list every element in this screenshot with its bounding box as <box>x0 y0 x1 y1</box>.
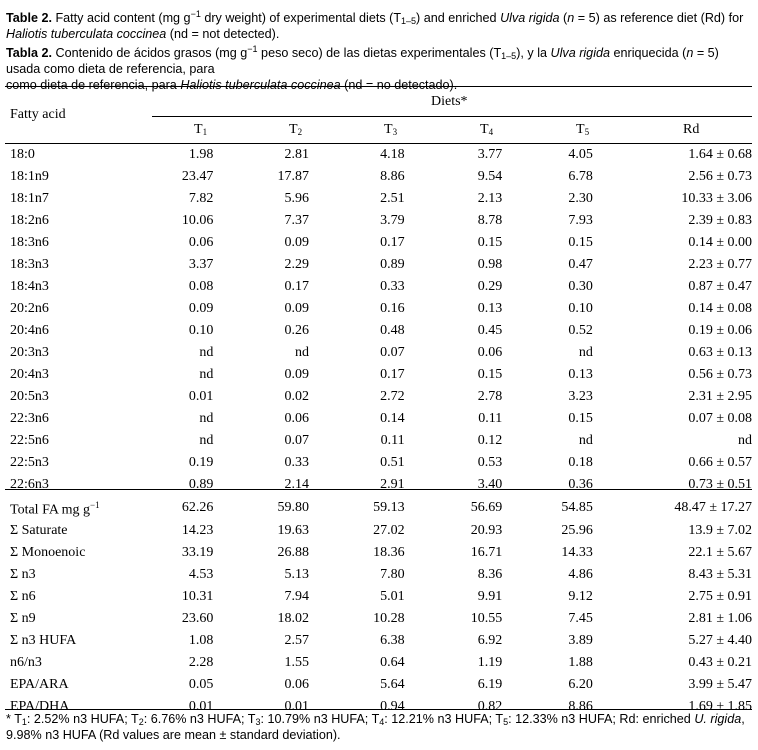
table-row <box>5 166 752 188</box>
cell-value: 17.87 <box>277 169 309 184</box>
fatty-acid-name: 20:5n3 <box>10 389 49 404</box>
cell-value: 2.56 ± 0.73 <box>688 169 752 184</box>
cell-value: 0.51 <box>380 455 405 470</box>
fatty-acid-name: 20:2n6 <box>10 301 49 316</box>
cell-value: 2.78 <box>477 389 503 404</box>
footnote-text: : 2.52% n3 HUFA; <box>26 712 131 726</box>
cell-value: 56.69 <box>470 500 503 515</box>
cell-value: 18.36 <box>373 545 405 560</box>
cell-value: 6.92 <box>477 633 503 648</box>
col-header-t2: $T_2$ <box>289 122 303 137</box>
species-name: Haliotis tuberculata coccinea <box>6 27 167 42</box>
cell-value: 0.14 ± 0.08 <box>688 301 752 316</box>
table-row <box>5 452 752 474</box>
table-row <box>5 408 752 430</box>
fatty-acid-name: 22:5n6 <box>10 433 49 448</box>
table-row <box>5 232 752 254</box>
cell-value: 22.1 ± 5.67 <box>688 545 752 560</box>
footnote-diet: T <box>130 712 139 726</box>
cell-value: 2.13 <box>477 191 503 206</box>
fatty-acid-name: 20:4n6 <box>10 323 49 338</box>
caption-text: (nd = no detectado). <box>340 78 458 93</box>
cell-value: 0.19 ± 0.06 <box>688 323 752 338</box>
species-name: Ulva rigida <box>500 11 560 26</box>
cell-value: 0.45 <box>477 323 503 338</box>
cell-value: 0.08 <box>188 279 214 294</box>
cell-value: 1.98 <box>188 147 214 162</box>
cell-value: 14.33 <box>561 545 593 560</box>
cell-value: 2.57 <box>284 633 309 648</box>
cell-value: 0.07 <box>380 345 405 360</box>
cell-value: 0.36 <box>568 477 593 492</box>
diets-header: Diets* <box>431 94 468 109</box>
cell-value: 4.05 <box>568 147 593 162</box>
table-row <box>5 210 752 232</box>
cell-value: 0.01 <box>188 699 214 714</box>
col-header-t3: $T_3$ <box>384 122 398 137</box>
cell-value: 2.75 ± 0.91 <box>688 589 752 604</box>
fatty-acid-name: Total FA mg $g^{-1}$ <box>10 500 100 518</box>
cell-value: 6.19 <box>477 677 503 692</box>
fatty-acid-name: Σ n3 HUFA <box>10 633 77 648</box>
cell-value: 2.31 ± 2.95 <box>688 389 752 404</box>
caption-text: ) and enriched <box>416 11 501 26</box>
cell-value: nd <box>738 433 752 448</box>
table-row <box>5 496 752 520</box>
caption-text: Contenido de ácidos grasos (mg g <box>51 46 248 61</box>
cell-value: 23.47 <box>181 169 214 184</box>
cell-value: 0.56 ± 0.73 <box>688 367 752 382</box>
cell-value: 0.19 <box>188 455 214 470</box>
cell-value: 59.13 <box>373 500 405 515</box>
cell-value: 7.45 <box>568 611 593 626</box>
cell-value: 19.63 <box>277 523 309 538</box>
cell-value: 0.07 <box>284 433 309 448</box>
cell-value: 5.27 ± 4.40 <box>688 633 752 648</box>
cell-value: 59.80 <box>277 500 309 515</box>
caption-text: (nd = not detected). <box>166 27 280 42</box>
cell-value: 16.71 <box>470 545 503 560</box>
cell-value: 2.72 <box>380 389 405 404</box>
table-row <box>5 364 752 386</box>
diets-underline <box>152 116 752 117</box>
caption-text: ), y la <box>516 46 551 61</box>
cell-value: 8.86 <box>380 169 405 184</box>
cell-value: nd <box>199 367 214 382</box>
cell-value: 0.47 <box>568 257 593 272</box>
fatty-acid-name: 20:4n3 <box>10 367 49 382</box>
cell-value: 9.91 <box>477 589 503 604</box>
cell-value: 0.30 <box>568 279 593 294</box>
cell-value: 0.64 <box>380 655 405 670</box>
subscript: 2 <box>138 717 144 727</box>
bottom-rule <box>5 709 752 710</box>
cell-value: 7.93 <box>568 213 593 228</box>
cell-value: 7.37 <box>284 213 309 228</box>
cell-value: 0.89 <box>188 477 214 492</box>
cell-value: 6.38 <box>380 633 405 648</box>
cell-value: 8.36 <box>477 567 503 582</box>
fatty-acid-name: 18:0 <box>10 147 35 162</box>
cell-value: nd <box>578 433 593 448</box>
fatty-acid-name: 22:5n3 <box>10 455 49 470</box>
table-row <box>5 520 752 542</box>
cell-value: 0.15 <box>477 235 503 250</box>
cell-value: 7.82 <box>188 191 214 206</box>
cell-value: 62.26 <box>181 500 214 515</box>
species-name: Ulva rigida <box>550 46 610 61</box>
footnote-text: : 12.21% n3 HUFA; <box>384 712 496 726</box>
species-name: Haliotis tuberculata coccinea <box>180 78 341 93</box>
col-header-t5: $T_5$ <box>576 122 590 137</box>
cell-value: 0.17 <box>380 367 405 382</box>
cell-value: 20.93 <box>470 523 503 538</box>
table-row <box>5 542 752 564</box>
top-rule <box>5 86 752 87</box>
cell-value: 0.01 <box>188 389 214 404</box>
cell-value: 0.17 <box>284 279 309 294</box>
table-row <box>5 144 752 166</box>
cell-value: 0.09 <box>284 301 309 316</box>
subscript: 5 <box>503 717 509 727</box>
cell-value: nd <box>199 411 214 426</box>
footnote-text: : 10.79% n3 HUFA; <box>260 712 372 726</box>
cell-value: 0.01 <box>284 699 309 714</box>
n-variable: n <box>567 11 575 26</box>
cell-value: 0.43 ± 0.21 <box>688 655 752 670</box>
cell-value: 0.26 <box>284 323 309 338</box>
cell-value: 10.28 <box>373 611 405 626</box>
cell-value: 0.17 <box>380 235 405 250</box>
cell-value: 7.80 <box>380 567 405 582</box>
footnote-text: : 6.76% n3 HUFA; <box>143 712 248 726</box>
cell-value: 2.81 <box>284 147 309 162</box>
cell-value: 0.98 <box>477 257 503 272</box>
caption-text: = 5) as reference diet (Rd) for <box>574 11 744 26</box>
cell-value: 0.48 <box>380 323 405 338</box>
cell-value: 1.55 <box>284 655 309 670</box>
cell-value: 0.02 <box>284 389 309 404</box>
fatty-acid-name: 22:6n3 <box>10 477 49 492</box>
cell-value: 26.88 <box>277 545 309 560</box>
cell-value: 1.08 <box>188 633 214 648</box>
cell-value: 0.15 <box>568 411 593 426</box>
cell-value: 2.29 <box>284 257 309 272</box>
subscript: 1–5 <box>401 16 417 27</box>
cell-value: 0.14 <box>380 411 405 426</box>
cell-value: 8.86 <box>568 699 593 714</box>
section-rule <box>5 489 752 490</box>
cell-value: 10.31 <box>181 589 214 604</box>
cell-value: 6.78 <box>568 169 593 184</box>
cell-value: nd <box>199 345 214 360</box>
cell-value: 2.23 ± 0.77 <box>688 257 752 272</box>
cell-value: 0.29 <box>477 279 503 294</box>
cell-value: 8.43 ± 5.31 <box>688 567 752 582</box>
col-header-t4: $T_4$ <box>480 122 494 137</box>
col-header-rd: Rd <box>683 122 700 137</box>
caption-label: Tabla 2. <box>6 46 52 61</box>
cell-value: 2.14 <box>284 477 309 492</box>
cell-value: 10.06 <box>181 213 214 228</box>
cell-value: 1.88 <box>568 655 593 670</box>
cell-value: 0.13 <box>568 367 593 382</box>
fatty-acid-name: Σ n6 <box>10 589 36 604</box>
cell-value: 0.11 <box>380 433 405 448</box>
cell-value: 0.07 ± 0.08 <box>688 411 752 426</box>
cell-value: nd <box>295 345 309 360</box>
fatty-acid-name: 18:3n6 <box>10 235 49 250</box>
cell-value: 3.77 <box>477 147 503 162</box>
cell-value: 2.30 <box>568 191 593 206</box>
table-row <box>5 254 752 276</box>
cell-value: 3.79 <box>380 213 405 228</box>
table-row <box>5 586 752 608</box>
table-row <box>5 188 752 210</box>
fatty-acid-name: 18:3n3 <box>10 257 49 272</box>
cell-value: 0.13 <box>477 301 503 316</box>
cell-value: 2.39 ± 0.83 <box>688 213 752 228</box>
species-name: U. rigida <box>694 712 742 726</box>
fatty-acid-name: n6/n3 <box>10 655 42 670</box>
table-row <box>5 564 752 586</box>
cell-value: 3.40 <box>477 477 503 492</box>
cell-value: 4.18 <box>380 147 405 162</box>
cell-value: 27.02 <box>373 523 405 538</box>
col-header-t1: $T_1$ <box>194 122 208 137</box>
footnote <box>6 711 752 743</box>
subscript: 3 <box>255 717 261 727</box>
superscript: −1 <box>247 44 258 54</box>
cell-value: 0.33 <box>380 279 405 294</box>
caption-english <box>6 6 752 42</box>
cell-value: 2.51 <box>380 191 405 206</box>
cell-value: 0.14 ± 0.00 <box>688 235 752 250</box>
cell-value: 0.12 <box>477 433 503 448</box>
cell-value: 0.66 ± 0.57 <box>688 455 752 470</box>
cell-value: 0.05 <box>188 677 214 692</box>
cell-value: 9.54 <box>477 169 503 184</box>
fatty-acid-name: Σ n3 <box>10 567 36 582</box>
footnote-items <box>14 712 619 726</box>
cell-value: 0.06 <box>284 677 309 692</box>
caption-text: enriquecida ( <box>610 46 687 61</box>
fatty-acid-name: Σ Saturate <box>10 523 68 538</box>
table-row <box>5 652 752 674</box>
cell-value: 0.16 <box>380 301 405 316</box>
cell-value: 7.94 <box>284 589 309 604</box>
subscript: 1 <box>21 717 27 727</box>
cell-value: 9.12 <box>568 589 593 604</box>
cell-value: 2.28 <box>188 655 214 670</box>
cell-value: 10.55 <box>470 611 503 626</box>
caption-label: Table 2. <box>6 11 52 26</box>
cell-value: 48.47 ± 17.27 <box>674 500 752 515</box>
cell-value: 5.96 <box>284 191 309 206</box>
cell-value: 3.23 <box>568 389 593 404</box>
cell-value: 0.94 <box>380 699 405 714</box>
n-variable: n <box>686 46 694 61</box>
cell-value: 0.06 <box>188 235 214 250</box>
table-row <box>5 430 752 452</box>
footnote-diet: T <box>495 712 504 726</box>
caption-text: dry weight) of experimental diets (T <box>200 11 402 26</box>
cell-value: 6.20 <box>568 677 593 692</box>
cell-value: 33.19 <box>181 545 214 560</box>
footnote-rd: Rd: enriched <box>619 712 695 726</box>
cell-value: 3.89 <box>568 633 593 648</box>
cell-value: 0.06 <box>284 411 309 426</box>
superscript: −1 <box>190 9 201 19</box>
cell-value: 0.63 ± 0.13 <box>688 345 752 360</box>
fatty-acid-name: EPA/ARA <box>10 677 69 692</box>
fatty-acid-name: Σ Monoenoic <box>10 545 86 560</box>
cell-value: 5.01 <box>380 589 405 604</box>
table-row <box>5 320 752 342</box>
table-row <box>5 474 752 496</box>
cell-value: 4.86 <box>568 567 593 582</box>
cell-value: 1.64 ± 0.68 <box>688 147 752 162</box>
table-row <box>5 674 752 696</box>
fatty-acid-name: 18:1n7 <box>10 191 49 206</box>
table-row <box>5 630 752 652</box>
cell-value: 54.85 <box>561 500 593 515</box>
cell-value: 0.53 <box>477 455 503 470</box>
cell-value: 13.9 ± 7.02 <box>688 523 752 538</box>
cell-value: 1.19 <box>477 655 503 670</box>
footnote-rd-rest: , 9.98% n3 HUFA (Rd values are mean ± standard deviation). <box>6 712 745 742</box>
caption-text: Fatty acid content (mg g <box>51 11 191 26</box>
fatty-acid-name: Σ n9 <box>10 611 36 626</box>
cell-value: 3.99 ± 5.47 <box>688 677 752 692</box>
cell-value: 0.73 ± 0.51 <box>688 477 752 492</box>
footnote-star: * <box>6 712 15 726</box>
cell-value: nd <box>578 345 593 360</box>
fatty-acid-name: 18:4n3 <box>10 279 49 294</box>
footnote-diet: T <box>14 712 22 726</box>
cell-value: 0.11 <box>478 411 503 426</box>
cell-value: 0.33 <box>284 455 309 470</box>
subscript: 1–5 <box>501 51 517 62</box>
cell-value: 0.15 <box>568 235 593 250</box>
cell-value: 0.87 ± 0.47 <box>688 279 752 294</box>
footnote-text: : 12.33% n3 HUFA; <box>508 712 620 726</box>
table-row <box>5 608 752 630</box>
fatty-acid-header: Fatty acid <box>10 107 66 122</box>
cell-value: 0.10 <box>568 301 593 316</box>
cell-value: 1.69 ± 1.85 <box>688 699 752 714</box>
cell-value: 0.06 <box>477 345 503 360</box>
table-row <box>5 276 752 298</box>
footnote-diet: T <box>247 712 256 726</box>
table-row <box>5 298 752 320</box>
cell-value: 23.60 <box>181 611 214 626</box>
footnote-diet: T <box>371 712 380 726</box>
caption-text: = 5) usada como dieta de referencia, para <box>6 46 719 77</box>
cell-value: 0.89 <box>380 257 405 272</box>
cell-value: 2.81 ± 1.06 <box>688 611 752 626</box>
cell-value: 4.53 <box>188 567 214 582</box>
cell-value: 25.96 <box>561 523 593 538</box>
cell-value: 0.09 <box>284 367 309 382</box>
cell-value: 18.02 <box>277 611 309 626</box>
fatty-acid-name: EPA/DHA <box>10 699 70 714</box>
cell-value: 0.82 <box>477 699 503 714</box>
cell-value: 0.52 <box>568 323 593 338</box>
cell-value: 5.64 <box>380 677 405 692</box>
cell-value: nd <box>199 433 214 448</box>
cell-value: 0.09 <box>188 301 214 316</box>
cell-value: 8.78 <box>477 213 503 228</box>
caption-text-es-line2: como dieta de referencia, para <box>6 78 181 93</box>
cell-value: 0.18 <box>568 455 593 470</box>
fatty-acid-name: 20:3n3 <box>10 345 49 360</box>
fatty-acid-name: 18:1n9 <box>10 169 49 184</box>
cell-value: 3.37 <box>188 257 214 272</box>
fatty-acid-rows <box>5 144 752 718</box>
caption-text: ( <box>559 11 568 26</box>
cell-value: 0.09 <box>284 235 309 250</box>
cell-value: 0.15 <box>477 367 503 382</box>
caption-text: peso seco) de las dietas experimentales (T <box>257 46 502 61</box>
fatty-acid-name: 18:2n6 <box>10 213 49 228</box>
cell-value: 2.91 <box>380 477 405 492</box>
cell-value: 5.13 <box>284 567 309 582</box>
table-row <box>5 386 752 408</box>
fatty-acid-name: 22:3n6 <box>10 411 49 426</box>
cell-value: 14.23 <box>181 523 214 538</box>
fatty-acid-table <box>5 144 752 718</box>
table-row <box>5 342 752 364</box>
cell-value: 10.33 ± 3.06 <box>681 191 752 206</box>
cell-value: 0.10 <box>188 323 214 338</box>
subscript: 4 <box>379 717 385 727</box>
